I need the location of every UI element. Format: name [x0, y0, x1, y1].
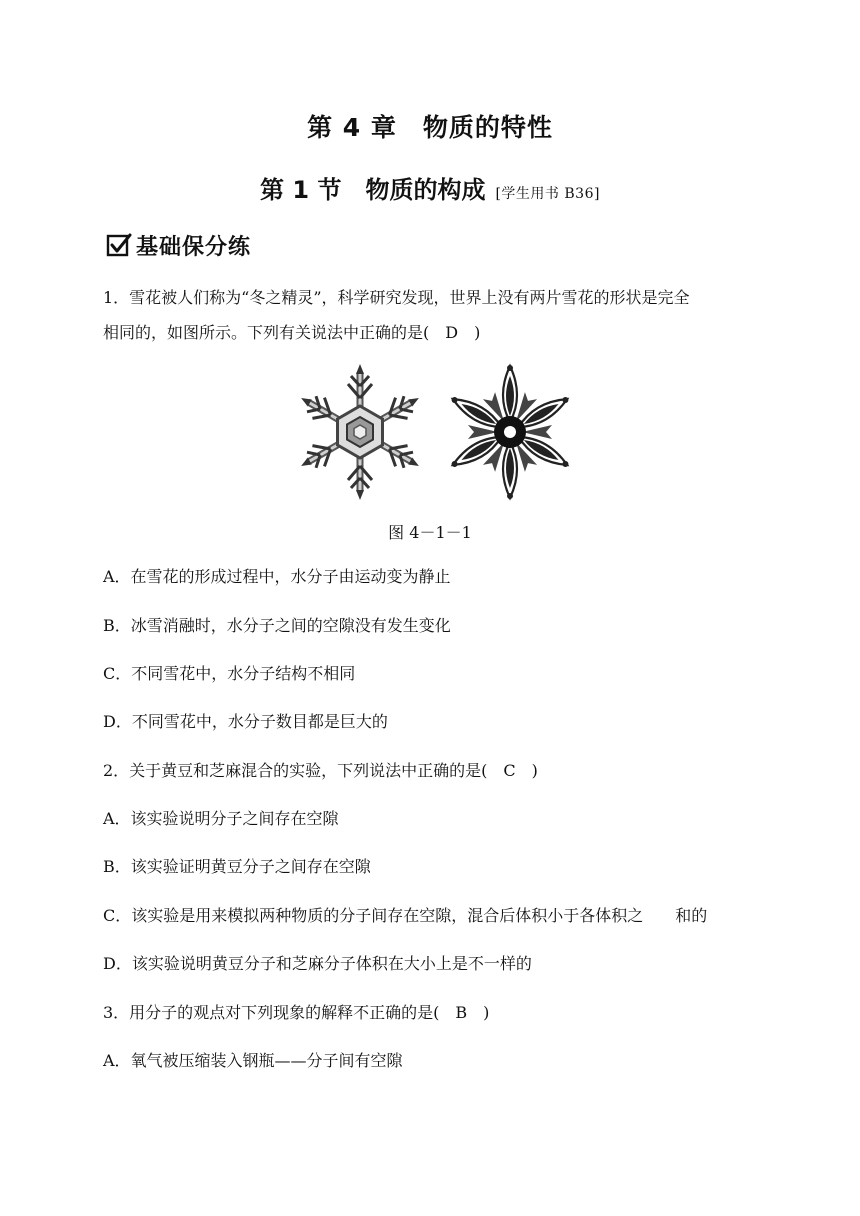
snowflake-left	[295, 364, 425, 500]
q1-option-d: D．不同雪花中，水分子数目都是巨大的	[103, 712, 388, 731]
practice-heading	[106, 230, 251, 260]
q2-option-d: D．该实验说明黄豆分子和芝麻分子体积在大小上是不一样的	[103, 954, 532, 973]
q2-option-a: A．该实验说明分子之间存在空隙	[103, 809, 339, 828]
section-title-text: 第 1 节 物质的构成	[260, 176, 486, 204]
snowflake-figure	[288, 362, 578, 502]
figure-caption: 图 4－1－1	[388, 523, 472, 542]
q2-option-c: C．该实验是用来模拟两种物质的分子间存在空隙，混合后体积小于各体积之 和的	[103, 906, 708, 925]
q1-option-b: B．冰雪消融时，水分子之间的空隙没有发生变化	[103, 616, 451, 635]
checkbox-checked-icon	[106, 232, 132, 258]
q1-option-c: C．不同雪花中，水分子结构不相同	[103, 664, 356, 683]
q2-stem: 2．关于黄豆和芝麻混合的实验，下列说法中正确的是( C )	[103, 761, 538, 780]
q2-option-b: B．该实验证明黄豆分子之间存在空隙	[103, 857, 371, 876]
section-title	[0, 170, 860, 205]
snowflake-right	[448, 365, 571, 499]
chapter-title: 第 4 章 物质的特性	[307, 113, 553, 142]
q1-option-a: A．在雪花的形成过程中，水分子由运动变为静止	[103, 567, 451, 586]
q1-stem-line1: 1．雪花被人们称为“冬之精灵”，科学研究发现，世界上没有两片雪花的形状是完全	[103, 288, 690, 307]
section-reference: [学生用书 B36]	[495, 186, 600, 202]
practice-label: 基础保分练	[136, 234, 252, 260]
q3-stem: 3．用分子的观点对下列现象的解释不正确的是( B )	[103, 1003, 490, 1022]
q1-stem-line2: 相同的，如图所示。下列有关说法中正确的是( D )	[103, 323, 481, 342]
q3-option-a: A．氧气被压缩装入钢瓶——分子间有空隙	[103, 1051, 403, 1070]
